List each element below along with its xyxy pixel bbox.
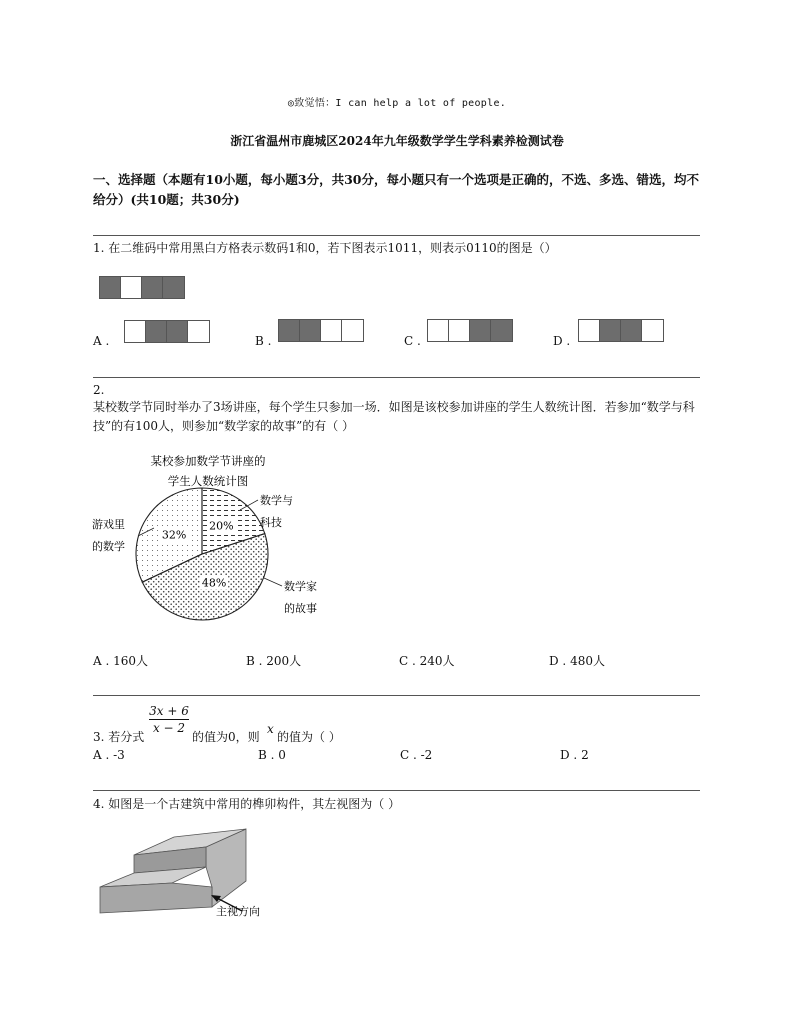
q1-option-b-label: B . [255, 334, 272, 348]
q3-option-a: A . -3 [93, 748, 125, 762]
divider [93, 235, 700, 236]
question-2-text: 某校数学节同时举办了3场讲座，每个学生只参加一场．如图是该校参加讲座的学生人数统计图．若参加“数学与科技”的有100人，则参加“数学家的故事”的有（ ） [93, 400, 695, 433]
black-cell [300, 320, 321, 341]
slice-name-label: 科技 [260, 516, 282, 529]
paper-title: 浙江省温州市鹿城区2024年九年级数学学生学科素养检测试卷 [230, 134, 564, 148]
black-cell [279, 320, 300, 341]
slice-name-label: 的故事 [284, 602, 317, 615]
slice-name-label: 的数学 [92, 540, 125, 553]
q1-option-c-code [427, 319, 513, 342]
q3-denominator: x − 2 [149, 719, 189, 736]
section-heading: 一、选择题（本题有10小题，每小题3分，共30分，每小题只有一个选项是正确的，不选、多选、错选，均不给分）(共10题；共30分) [93, 172, 699, 207]
black-cell [100, 277, 121, 298]
white-cell [121, 277, 142, 298]
q3-variable: x [267, 722, 274, 736]
question-4-text: 4. 如图是一个古建筑中常用的榫卯构件，其左视图为（ ） [93, 797, 401, 811]
slice-name-label: 数学与 [260, 494, 293, 507]
q4-mortise-tenon-figure [94, 825, 294, 925]
q2-option-a: A . 160人 [93, 654, 149, 668]
black-cell [163, 277, 184, 298]
black-cell [142, 277, 163, 298]
q3-fraction [149, 703, 189, 736]
question-3-suffix: 的值为（ ） [277, 730, 341, 744]
q1-sample-code [99, 276, 185, 299]
percent-label: 32% [161, 528, 187, 542]
white-cell [321, 320, 342, 341]
white-cell [342, 320, 363, 341]
q2-option-d: D . 480人 [549, 654, 605, 668]
white-cell [188, 321, 209, 342]
question-1-text: 1. 在二维码中常用黑白方格表示数码1和0，若下图表示1011，则表示0110的图是（） [93, 241, 557, 255]
divider [93, 790, 700, 791]
slice-name-label: 游戏里 [92, 518, 125, 531]
q1-option-d-label: D . [553, 334, 571, 348]
black-cell [146, 321, 167, 342]
q3-option-c: C . -2 [400, 748, 433, 762]
question-3-middle: 的值为0，则 [192, 730, 260, 744]
black-cell [470, 320, 491, 341]
black-cell [621, 320, 642, 341]
q2-pie-chart [90, 448, 330, 638]
percent-label: 48% [201, 576, 227, 590]
chart-title-line1: 某校参加数学节讲座的 [150, 454, 266, 468]
white-cell [579, 320, 600, 341]
white-cell [428, 320, 449, 341]
q3-option-d: D . 2 [560, 748, 589, 762]
divider [93, 695, 700, 696]
q1-option-c-label: C . [404, 334, 421, 348]
q2-option-c: C . 240人 [399, 654, 455, 668]
white-cell [449, 320, 470, 341]
motto: ◎致觉悟：I can help a lot of people. [287, 98, 507, 109]
q2-option-b: B . 200人 [246, 654, 302, 668]
question-3-prefix: 3. 若分式 [93, 730, 145, 744]
chart-title-line2: 学生人数统计图 [167, 474, 249, 488]
black-cell [600, 320, 621, 341]
leader-line [264, 578, 282, 586]
q1-option-d-code [578, 319, 664, 342]
q3-option-b: B . 0 [258, 748, 286, 762]
percent-label: 20% [209, 519, 234, 533]
divider [93, 377, 700, 378]
q1-option-b-code [278, 319, 364, 342]
black-cell [491, 320, 512, 341]
question-2-number: 2. [93, 383, 105, 397]
q3-numerator: 3x + 6 [149, 704, 189, 718]
slice-name-label: 数学家 [284, 580, 317, 593]
q1-option-a-label: A . [93, 334, 110, 348]
q1-option-a-code [124, 320, 210, 343]
white-cell [125, 321, 146, 342]
q4-arrow-label: 主视方向 [216, 905, 260, 918]
white-cell [642, 320, 663, 341]
black-cell [167, 321, 188, 342]
